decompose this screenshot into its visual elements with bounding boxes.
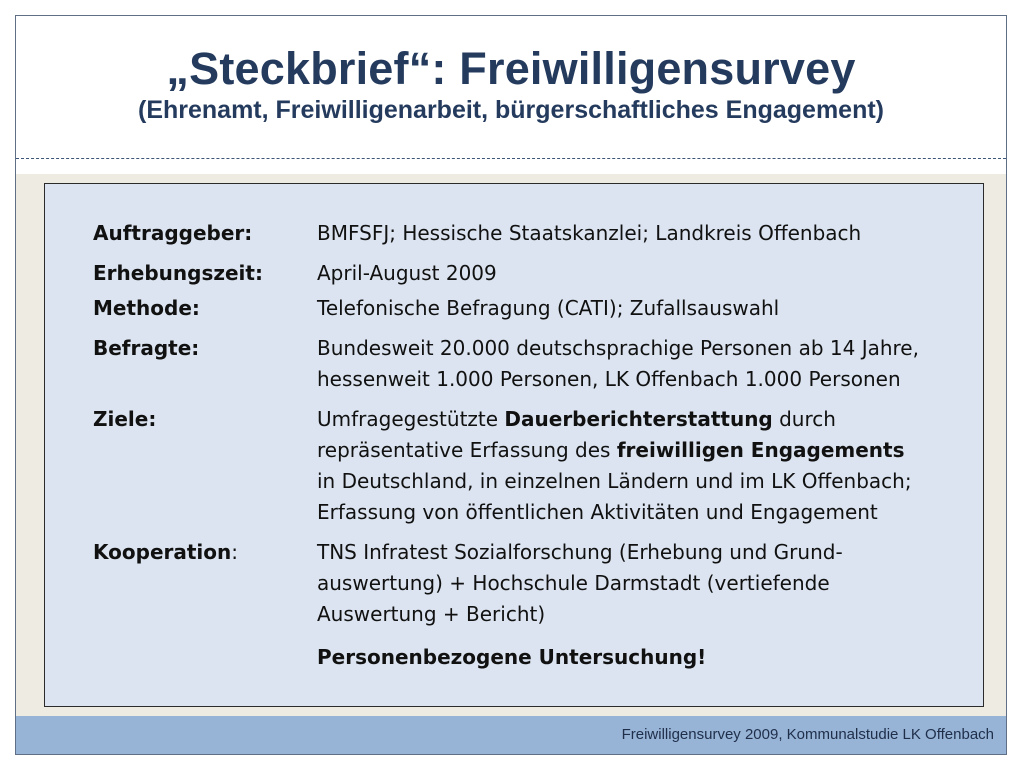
row-kooperation	[93, 537, 963, 630]
befragte-line-1: Bundesweit 20.000 deutschsprachige Personen ab 14 Jahre,	[317, 336, 919, 360]
value-auftraggeber: BMFSFJ; Hessische Staatskanzlei; Landkreis Offenbach	[317, 221, 862, 245]
title-area	[16, 16, 1006, 159]
ziele-line-1-pre: Umfragegestützte	[317, 407, 505, 431]
label-spacer	[93, 642, 317, 673]
footer-text: Freiwilligensurvey 2009, Kommunalstudie LK Offenbach	[621, 726, 994, 743]
row-erhebungszeit	[93, 258, 963, 289]
ziele-line-1	[317, 404, 963, 435]
label-kooperation-text: Kooperation	[93, 540, 232, 564]
ziele-line-2-pre: repräsentative Erfassung des	[317, 438, 617, 462]
befragte-line-2: hessenweit 1.000 Personen, LK Offenbach 1.000 Personen	[317, 367, 901, 391]
title-divider	[16, 158, 1006, 159]
ziele-line-2	[317, 435, 963, 466]
kooperation-line-2: auswertung) + Hochschule Darmstadt (vertiefende	[317, 571, 830, 595]
value-befragte	[317, 333, 963, 395]
kooperation-line-1: TNS Infratest Sozialforschung (Erhebung und Grund-	[317, 540, 843, 564]
row-befragte	[93, 333, 963, 395]
label-auftraggeber: Auftraggeber:	[93, 221, 253, 245]
label-befragte: Befragte:	[93, 336, 200, 360]
ziele-line-1-post: durch	[772, 407, 836, 431]
label-kooperation	[93, 537, 317, 630]
row-methode	[93, 293, 963, 324]
row-emphasis	[93, 642, 963, 673]
label-kooperation-colon: :	[231, 540, 239, 564]
slide-subtitle: (Ehrenamt, Freiwilligenarbeit, bürgerschaftliches Engagement)	[138, 96, 884, 124]
value-emphasis	[317, 642, 963, 673]
slide-frame	[15, 15, 1007, 755]
label-erhebungszeit: Erhebungszeit:	[93, 261, 263, 285]
value-ziele	[317, 404, 963, 528]
slide-title: „Steckbrief“: Freiwilligensurvey	[166, 43, 856, 94]
ziele-line-4: Erfassung von öffentlichen Aktivitäten und Engagement	[317, 500, 878, 524]
info-list	[93, 218, 963, 673]
label-methode: Methode:	[93, 296, 200, 320]
row-ziele	[93, 404, 963, 528]
footer-band	[16, 716, 1006, 754]
ziele-line-2-bold: freiwilligen Engagements	[616, 438, 905, 462]
row-auftraggeber	[93, 218, 963, 249]
ziele-line-3: in Deutschland, in einzelnen Ländern und im LK Offenbach;	[317, 469, 912, 493]
value-methode: Telefonische Befragung (CATI); Zufallsauswahl	[317, 296, 780, 320]
kooperation-line-3: Auswertung + Bericht)	[317, 602, 546, 626]
ziele-line-1-bold: Dauerberichterstattung	[504, 407, 773, 431]
value-kooperation	[317, 537, 963, 630]
label-ziele: Ziele:	[93, 407, 157, 431]
emphasis-text: Personenbezogene Untersuchung!	[317, 645, 707, 669]
content-box	[44, 183, 984, 707]
value-erhebungszeit: April-August 2009	[317, 261, 497, 285]
